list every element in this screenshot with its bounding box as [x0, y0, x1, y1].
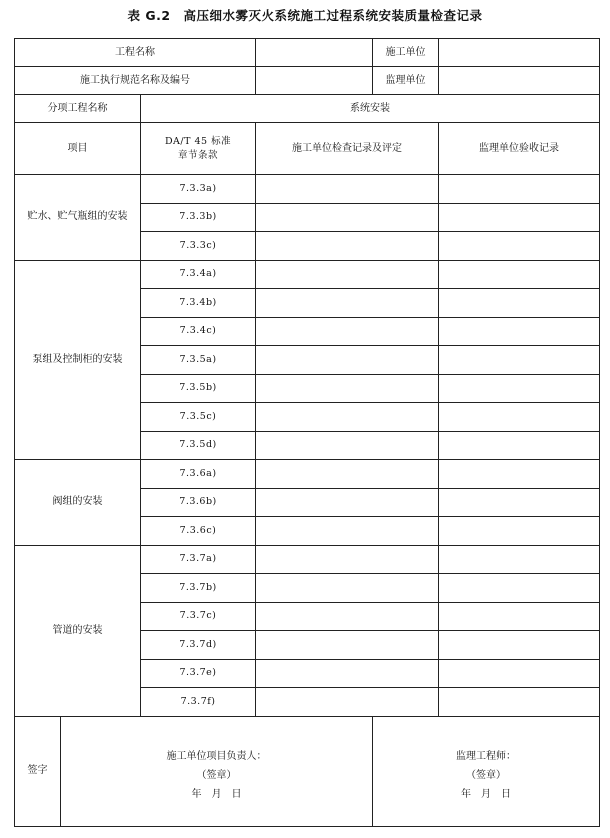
item-group-name: 贮水、贮气瓶组的安装 — [15, 175, 141, 261]
supervisor-signature-block[interactable] — [373, 716, 600, 826]
supervisor-record-cell[interactable] — [439, 688, 600, 717]
clause-cell: 7.3.4b) — [141, 289, 256, 318]
column-header-row — [15, 123, 600, 175]
supervisor-record-cell[interactable] — [439, 346, 600, 375]
supervisor-label: 监理单位 — [373, 67, 439, 95]
supervisor-record-cell[interactable] — [439, 488, 600, 517]
table-row — [15, 545, 600, 574]
contractor-record-header: 施工单位检查记录及评定 — [256, 123, 439, 175]
contractor-record-cell[interactable] — [256, 175, 439, 204]
contractor-record-cell[interactable] — [256, 317, 439, 346]
contractor-record-cell[interactable] — [256, 289, 439, 318]
contractor-record-cell[interactable] — [256, 232, 439, 261]
supervisor-date: 年 月 日 — [461, 788, 512, 800]
contractor-record-cell[interactable] — [256, 460, 439, 489]
clause-cell: 7.3.7a) — [141, 545, 256, 574]
supervisor-record-cell[interactable] — [439, 403, 600, 432]
clause-cell: 7.3.5a) — [141, 346, 256, 375]
document-title: 表 G.2 高压细水雾灭火系统施工过程系统安装质量检查记录 — [127, 8, 483, 23]
supervisor-record-cell[interactable] — [439, 574, 600, 603]
clause-cell: 7.3.7c) — [141, 602, 256, 631]
item-group-name: 泵组及控制柜的安装 — [15, 260, 141, 460]
subproject-value: 系统安装 — [141, 95, 600, 123]
spec-value[interactable] — [256, 67, 373, 95]
supervisor-record-cell[interactable] — [439, 659, 600, 688]
subproject-label: 分项工程名称 — [15, 95, 141, 123]
contractor-record-cell[interactable] — [256, 346, 439, 375]
clause-cell: 7.3.3a) — [141, 175, 256, 204]
supervisor-record-cell[interactable] — [439, 631, 600, 660]
contractor-record-cell[interactable] — [256, 688, 439, 717]
clause-cell: 7.3.4a) — [141, 260, 256, 289]
clause-cell: 7.3.7d) — [141, 631, 256, 660]
contractor-date: 年 月 日 — [191, 788, 242, 800]
supervisor-seal: （签章） — [466, 769, 507, 781]
clause-cell: 7.3.4c) — [141, 317, 256, 346]
contractor-value[interactable] — [439, 39, 600, 67]
clause-cell: 7.3.6b) — [141, 488, 256, 517]
supervisor-record-cell[interactable] — [439, 232, 600, 261]
project-name-label: 工程名称 — [15, 39, 256, 67]
standard-header-line2: 章节条款 — [178, 149, 219, 161]
item-column-header: 项目 — [15, 123, 141, 175]
subproject-row — [15, 95, 600, 123]
clause-cell: 7.3.5d) — [141, 431, 256, 460]
standard-column-header — [141, 123, 256, 175]
signature-row — [15, 716, 600, 826]
table-row — [15, 260, 600, 289]
clause-cell: 7.3.5c) — [141, 403, 256, 432]
contractor-record-cell[interactable] — [256, 374, 439, 403]
contractor-record-cell[interactable] — [256, 545, 439, 574]
clause-cell: 7.3.3b) — [141, 203, 256, 232]
supervisor-record-cell[interactable] — [439, 175, 600, 204]
supervisor-record-cell[interactable] — [439, 260, 600, 289]
contractor-record-cell[interactable] — [256, 602, 439, 631]
spec-row — [15, 67, 600, 95]
contractor-record-cell[interactable] — [256, 203, 439, 232]
supervisor-value[interactable] — [439, 67, 600, 95]
contractor-record-cell[interactable] — [256, 431, 439, 460]
supervisor-record-cell[interactable] — [439, 431, 600, 460]
clause-cell: 7.3.5b) — [141, 374, 256, 403]
contractor-signer-title: 施工单位项目负责人： — [166, 750, 267, 762]
project-name-value[interactable] — [256, 39, 373, 67]
supervisor-record-cell[interactable] — [439, 545, 600, 574]
inspection-record-table — [14, 38, 600, 827]
supervisor-record-cell[interactable] — [439, 602, 600, 631]
contractor-record-cell[interactable] — [256, 659, 439, 688]
contractor-record-cell[interactable] — [256, 574, 439, 603]
contractor-record-cell[interactable] — [256, 517, 439, 546]
standard-header-line1: DA/T 45 标准 — [164, 135, 232, 147]
supervisor-record-cell[interactable] — [439, 289, 600, 318]
contractor-signature-block[interactable] — [61, 716, 373, 826]
clause-cell: 7.3.7e) — [141, 659, 256, 688]
item-group-name: 阀组的安装 — [15, 460, 141, 546]
clause-cell: 7.3.3c) — [141, 232, 256, 261]
contractor-record-cell[interactable] — [256, 260, 439, 289]
clause-cell: 7.3.6a) — [141, 460, 256, 489]
clause-cell: 7.3.7b) — [141, 574, 256, 603]
project-name-row — [15, 39, 600, 67]
clause-cell: 7.3.6c) — [141, 517, 256, 546]
table-row — [15, 175, 600, 204]
supervisor-record-cell[interactable] — [439, 374, 600, 403]
signature-label: 签字 — [15, 716, 61, 826]
spec-label: 施工执行规范名称及编号 — [15, 67, 256, 95]
supervisor-record-cell[interactable] — [439, 517, 600, 546]
contractor-record-cell[interactable] — [256, 403, 439, 432]
contractor-seal: （签章） — [196, 769, 237, 781]
contractor-record-cell[interactable] — [256, 631, 439, 660]
supervisor-record-cell[interactable] — [439, 460, 600, 489]
supervisor-record-cell[interactable] — [439, 317, 600, 346]
table-row — [15, 460, 600, 489]
item-group-name: 管道的安装 — [15, 545, 141, 716]
supervisor-signer-title: 监理工程师： — [456, 750, 517, 762]
supervisor-record-cell[interactable] — [439, 203, 600, 232]
supervisor-record-header: 监理单位验收记录 — [439, 123, 600, 175]
contractor-label: 施工单位 — [373, 39, 439, 67]
clause-cell: 7.3.7f) — [141, 688, 256, 717]
contractor-record-cell[interactable] — [256, 488, 439, 517]
